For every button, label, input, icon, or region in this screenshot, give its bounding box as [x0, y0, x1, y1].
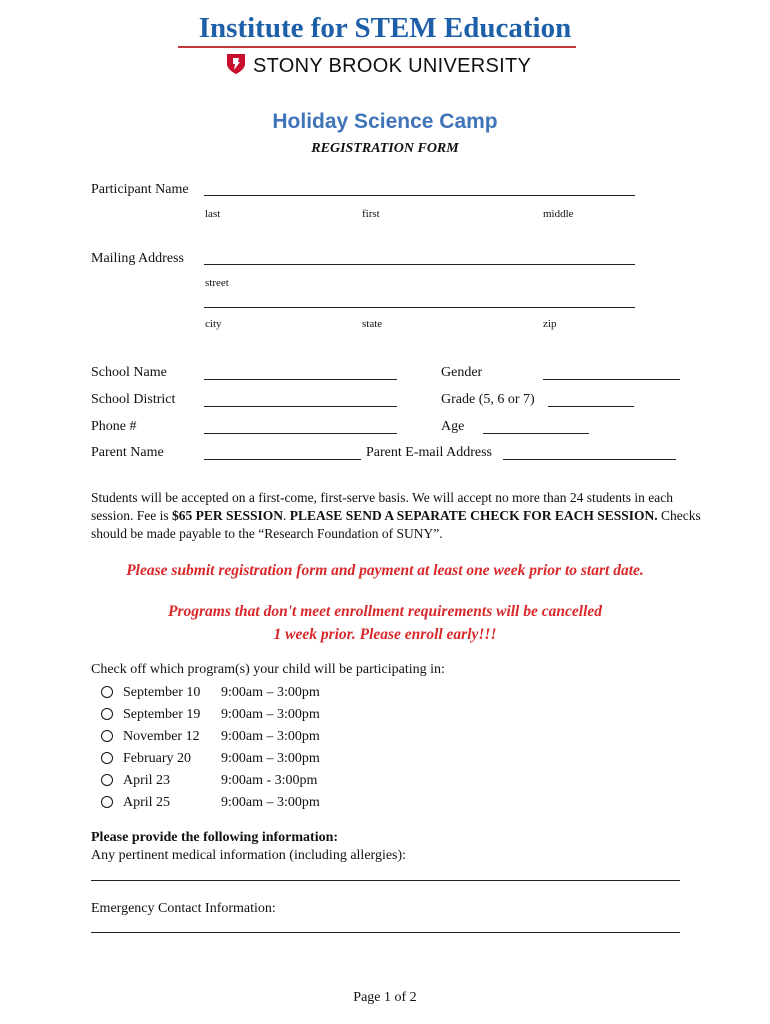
program-date: September 19: [123, 707, 201, 722]
cancel-notice-line2: 1 week prior. Please enroll early!!!: [273, 626, 497, 643]
program-option[interactable]: [101, 770, 317, 792]
mailing-address-label: Mailing Address: [91, 251, 184, 266]
phone-label: Phone #: [91, 419, 137, 434]
school-district-label: School District: [91, 392, 176, 407]
age-field[interactable]: [483, 433, 589, 434]
grade-field[interactable]: [548, 406, 634, 407]
policy-text-2: .: [283, 508, 290, 523]
university-logo: [226, 52, 531, 80]
program-date: February 20: [123, 751, 192, 766]
fee-text: $65 PER SESSION: [172, 508, 284, 523]
checkbox-icon[interactable]: [101, 730, 113, 742]
program-date: April 23: [123, 773, 171, 788]
participant-name-label: Participant Name: [91, 182, 189, 197]
age-label: Age: [441, 419, 465, 434]
name-last-caption: last: [205, 208, 221, 220]
camp-title: Holiday Science Camp: [272, 110, 498, 133]
parent-email-label: Parent E-mail Address: [366, 445, 492, 460]
school-name-field[interactable]: [204, 379, 397, 380]
program-option[interactable]: [101, 792, 320, 814]
program-time: 9:00am – 3:00pm: [221, 707, 320, 722]
program-prompt: Check off which program(s) your child will be participating in:: [91, 662, 445, 677]
city-state-zip-field[interactable]: [204, 307, 635, 308]
program-time: 9:00am – 3:00pm: [221, 729, 320, 744]
program-time: 9:00am – 3:00pm: [221, 685, 320, 700]
medical-info-label: Any pertinent medical information (including allergies):: [91, 848, 407, 863]
gender-field[interactable]: [543, 379, 680, 380]
participant-name-field[interactable]: [204, 195, 635, 196]
cancel-notice-line1: Programs that don't meet enrollment requirements will be cancelled: [168, 603, 602, 620]
program-option[interactable]: [101, 726, 320, 748]
shield-icon: [226, 53, 246, 80]
city-caption: city: [205, 318, 222, 330]
zip-caption: zip: [543, 318, 557, 330]
program-time: 9:00am - 3:00pm: [221, 773, 318, 788]
program-time: 9:00am – 3:00pm: [221, 751, 320, 766]
state-caption: state: [362, 318, 383, 330]
grade-label: Grade (5, 6 or 7): [441, 392, 535, 407]
policy-text-1: Students will be accepted on a first-come, first-serve basis. We will accept no more than 24 students in each session. Fee is: [91, 490, 673, 523]
checkbox-icon[interactable]: [101, 752, 113, 764]
parent-name-label: Parent Name: [91, 445, 164, 460]
program-time: 9:00am – 3:00pm: [221, 795, 320, 810]
phone-field[interactable]: [204, 433, 397, 434]
emergency-contact-label: Emergency Contact Information:: [91, 901, 276, 916]
emergency-contact-field[interactable]: [91, 932, 680, 933]
policy-text-3: Checks should be made payable to the “Research Foundation of SUNY”.: [91, 508, 701, 541]
program-option[interactable]: [101, 748, 320, 770]
info-heading: Please provide the following information:: [91, 830, 339, 845]
header-rule: [178, 46, 576, 48]
checkbox-icon[interactable]: [101, 686, 113, 698]
university-name: STONY BROOK UNIVERSITY: [253, 54, 532, 77]
policy-paragraph: [91, 489, 706, 543]
name-middle-caption: middle: [543, 208, 574, 220]
checkbox-icon[interactable]: [101, 774, 113, 786]
parent-name-field[interactable]: [204, 459, 361, 460]
institute-title: Institute for STEM Education: [198, 12, 572, 44]
street-field[interactable]: [204, 264, 635, 265]
program-date: November 12: [123, 729, 200, 744]
gender-label: Gender: [441, 365, 483, 380]
page-number: Page 1 of 2: [353, 990, 417, 1005]
program-date: September 10: [123, 685, 201, 700]
checkbox-icon[interactable]: [101, 708, 113, 720]
name-first-caption: first: [362, 208, 380, 220]
parent-email-field[interactable]: [503, 459, 676, 460]
separate-check-text: PLEASE SEND A SEPARATE CHECK FOR EACH SESSION.: [289, 508, 658, 523]
checkbox-icon[interactable]: [101, 796, 113, 808]
submit-notice: Please submit registration form and payment at least one week prior to start date.: [126, 562, 644, 579]
program-option[interactable]: [101, 704, 320, 726]
form-subtitle: REGISTRATION FORM: [311, 141, 459, 156]
street-caption: street: [205, 277, 229, 289]
school-name-label: School Name: [91, 365, 167, 380]
school-district-field[interactable]: [204, 406, 397, 407]
program-date: April 25: [123, 795, 171, 810]
program-option[interactable]: [101, 682, 320, 704]
medical-info-field[interactable]: [91, 880, 680, 881]
